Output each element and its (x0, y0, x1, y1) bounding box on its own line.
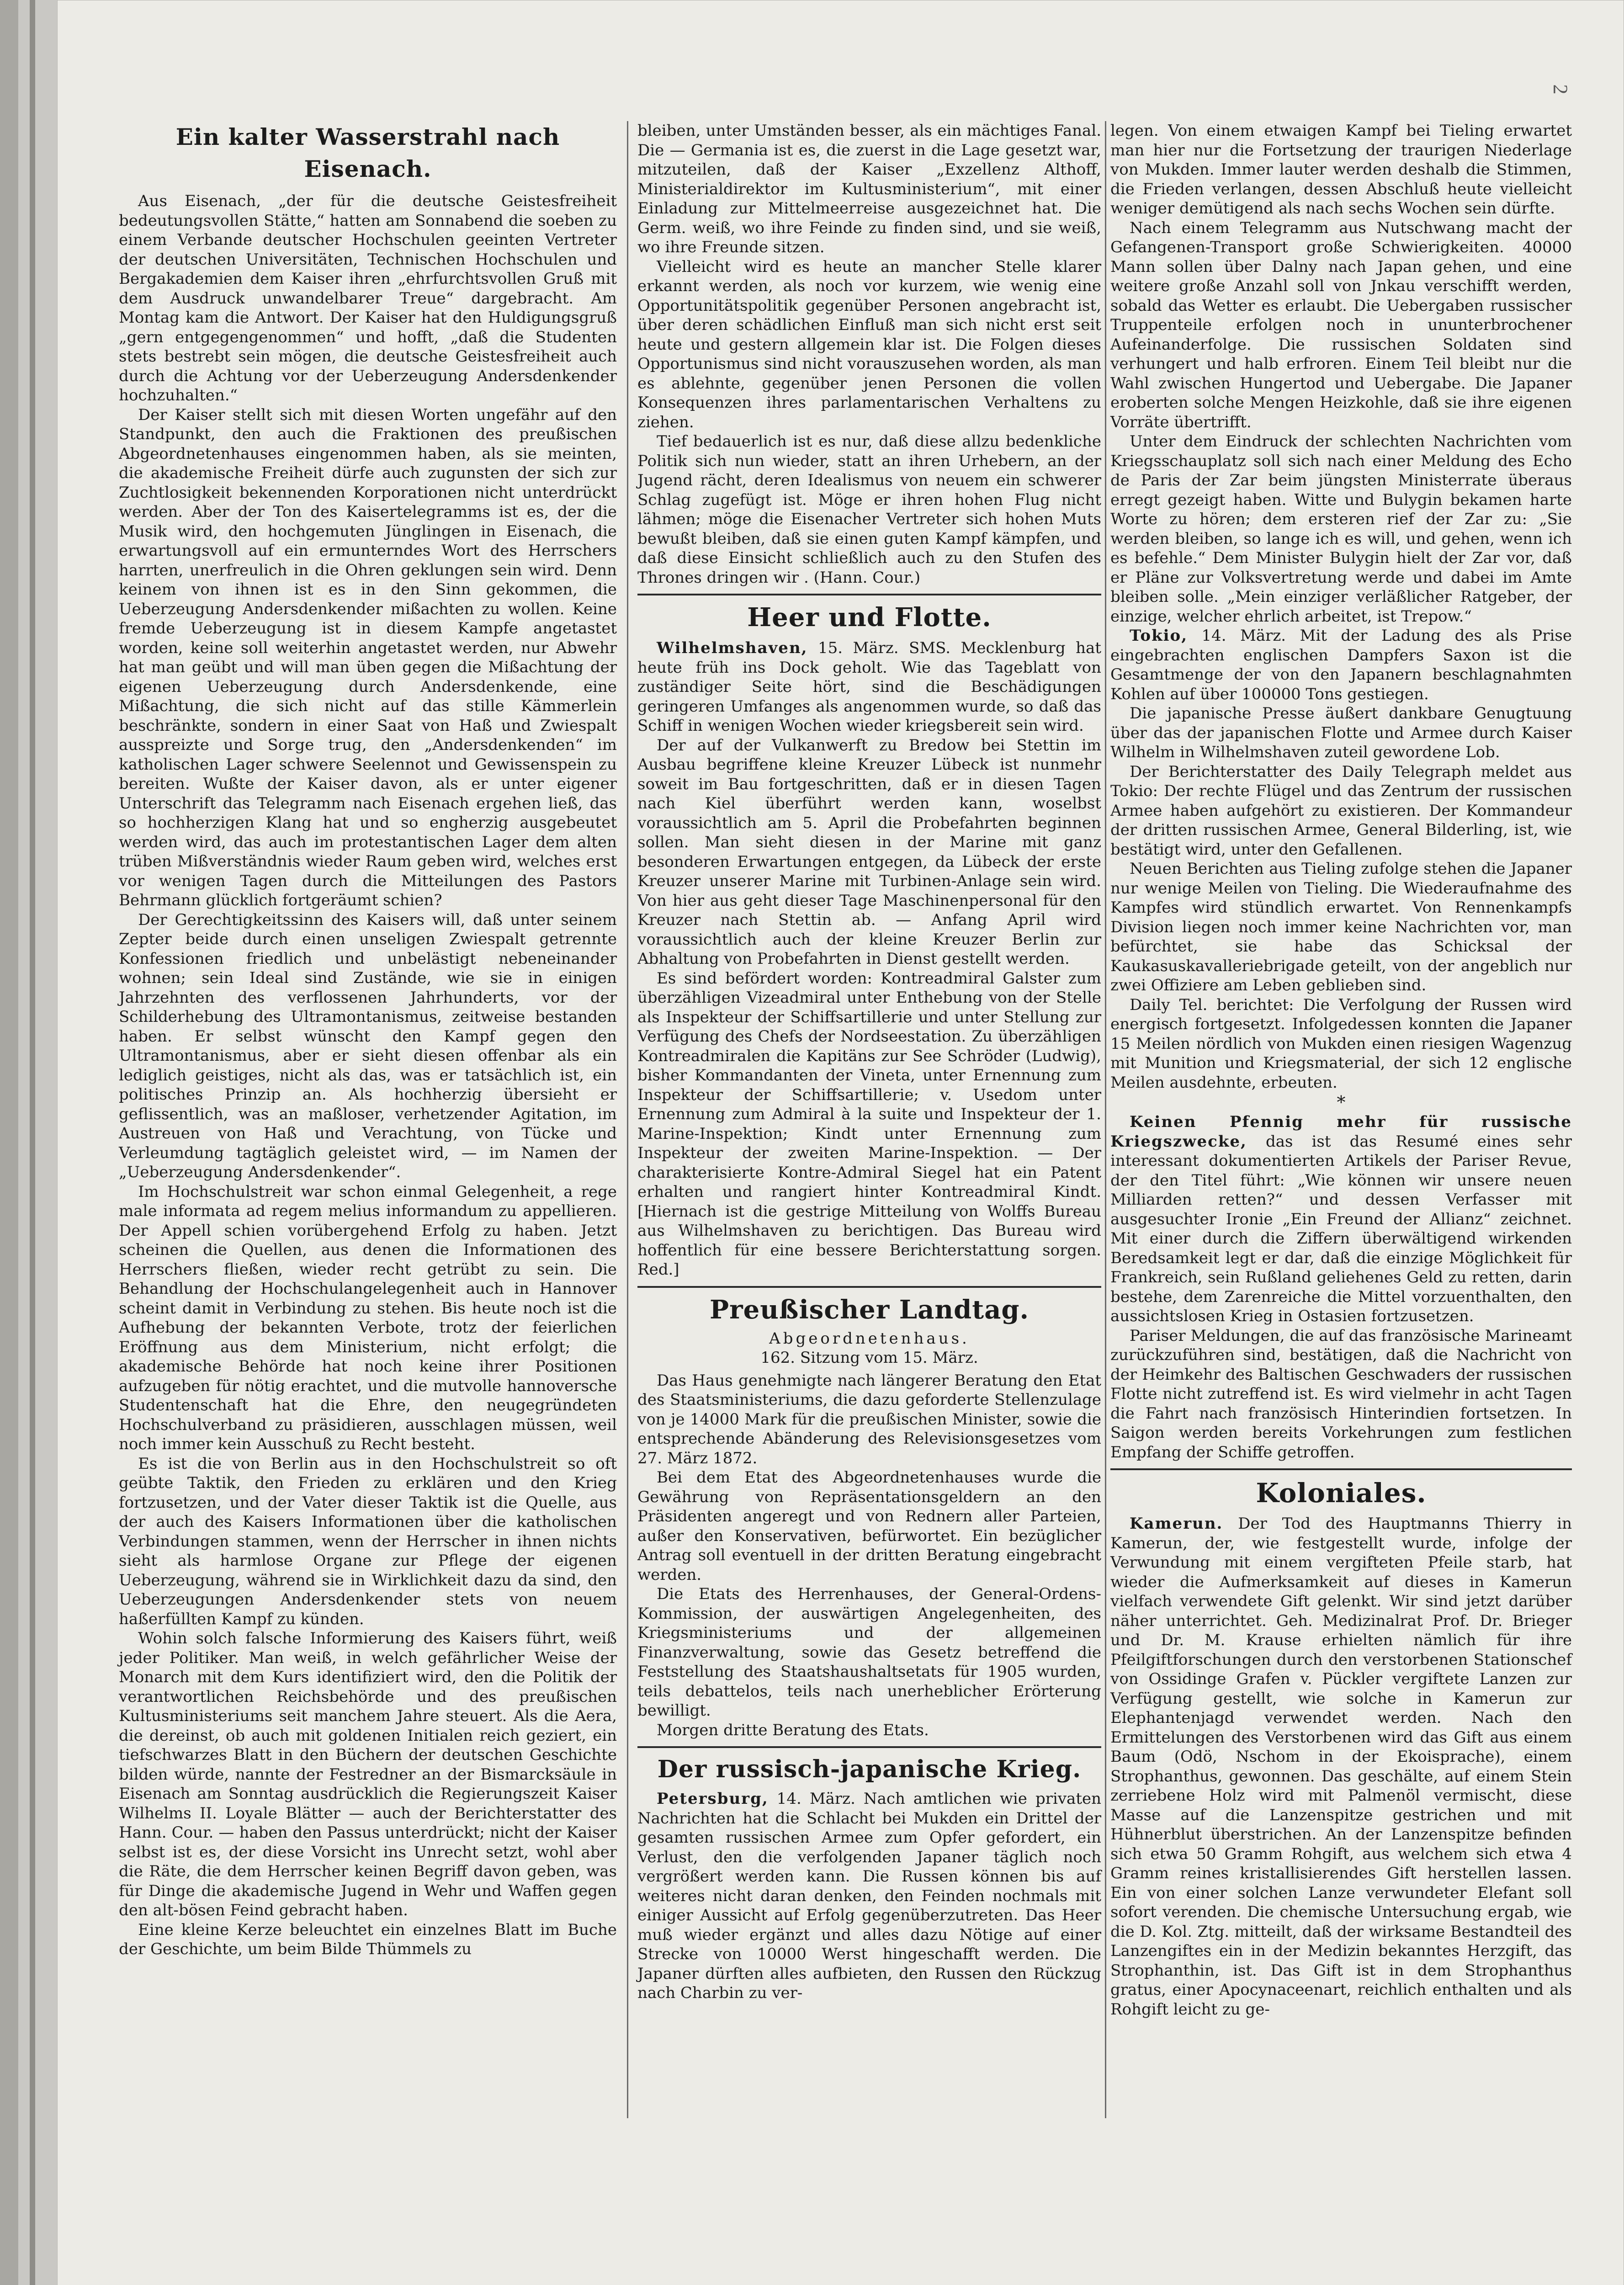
eisenach-paragraph-9: Vielleicht wird es heute an mancher Stelle klarer erkannt werden, als noch vor kurzem, wie wenig eine Opportunitätspolitik gegenüber Personen angebracht ist, über deren schädlichen Einfluß man sich nicht erst seit heute und gestern allgemein klar ist. Die Folgen dieses Opportunismus sind nicht vorauszusehen worden, als man es ablehnte, gegenüber jenen Personen die vollen Konsequenzen ihres parlamentarischen Verhaltens zu ziehen. (637, 257, 1101, 431)
column-rule-right (1105, 121, 1106, 2118)
krieg-paragraph-3: Nach einem Telegramm aus Nutschwang macht der Gefangenen-Transport große Schwierigkeiten. 40000 Mann sollen über Dalny nach Japan gehen, und eine weitere große Anzahl soll von Jnkau verschifft werden, sobald das Wetter es erlaubt. Die Uebergaben russischer Truppenteile erfolgen noch in ununterbrochener Aufeinanderfolge. Die russischen Soldaten sind verhungert und halb erfroren. Einem Teil bleibt nur die Wahl zwischen Hungertod und Uebergabe. Die Japaner eroberten solche Mengen Heizkohle, daß sie ihre eigenen Vorräte übertrifft. (1110, 218, 1572, 431)
krieg-paragraph-1 (637, 1789, 1101, 2003)
krieg-dateline-pfennig: Keinen Pfennig mehr für russische Kriegszwecke, (1110, 1113, 1572, 1151)
krieg-paragraph-7: Der Berichterstatter des Daily Telegraph meldet aus Tokio: Der rechte Flügel und das Zentrum der russischen Armee haben aufgehört zu existieren. Der Kommandeur der dritten russischen Armee, General Bilderling, ist, wie bestätigt wird, unter den Gefallenen. (1110, 762, 1572, 859)
krieg-paragraph-2: legen. Von einem etwaigen Kampf bei Tieling erwartet man hier nur die Fortsetzung der traurigen Niederlage von Mukden. Immer lauter werden deshalb die Stimmen, die Frieden verlangen, dessen Abschluß heute vielleicht weniger demütigend als nach sechs Wochen sein dürfte. (1110, 122, 1572, 218)
eisenach-paragraph-6: Wohin solch falsche Informierung des Kaisers führt, weiß jeder Politiker. Man weiß, in welch gefährlicher Weise der Monarch mit dem Kurs identifiziert wird, den die Politik der verantwortlichen Reichsbehörde und des preußischen Kultusministeriums seit manchem Jahre steuert. Als die Aera, die dereinst, ob auch mit goldenen Initialen reich geziert, ein tiefschwarzes Blatt in den Büchern der deutschen Geschichte bilden würde, nannte der Festredner an der Bismarcksäule in Eisenach am Sonntag ausdrücklich die Regierungszeit Kaiser Wilhelms II. Loyale Blätter — auch der Berichterstatter des Hann. Cour. — haben den Passus unterdrückt; nicht der Kaiser selbst ist es, der diese Vorsicht ins Unrecht setzt, wohl aber die Räte, die dem Herrscher keinen Begriff davon geben, was für Dinge die akademische Jugend in Wehr und Waffen gegen den alt-bösen Feind gebracht haben. (119, 1629, 617, 1919)
landtag-paragraph-1: Das Haus genehmigte nach längerer Beratung den Etat des Staatsministeriums, die dazu geforderte Stellenzulage von je 14000 Mark für die preußischen Minister, sowie die entsprechende Abänderung des Relevisionsgesetzes vom 27. März 1872. (637, 1371, 1101, 1467)
eisenach-paragraph-3: Der Gerechtigkeitssinn des Kaisers will, daß unter seinem Zepter beide durch einen unseligen Zwiespalt getrennte Konfessionen friedlich und unbelästigt nebeneinander wohnen; sein Ideal sind Zustände, wie sie in einigen Jahrzehnten des verflossenen Jahrhunderts, vor der Schilderhebung des Ultramontanismus, zeitweise bestanden haben. Er selbst wünscht den Kampf gegen den Ultramontanismus, aber er sieht diesen offenbar als ein lediglich geistiges, nicht als das, was er tatsächlich ist, ein politisches Prinzip an. Als hochherzig übersieht er geflissentlich, was an maßloser, verhetzender Agitation, im Austreuen von Haß und Verachtung, von Tücke und Verleumdung tagtäglich geleistet wird, — im Namen der „Ueberzeugung Andersdenkender“. (119, 910, 617, 1181)
eisenach-paragraph-2: Der Kaiser stellt sich mit diesen Worten ungefähr auf den Standpunkt, den auch die Fraktionen des preußischen Abgeordnetenhauses eingenommen haben, als sie meinten, die akademische Freiheit dürfe auch zugunsten der sich zur Zuchtlosigkeit bekennenden Korporationen nicht unterdrückt werden. Aber der Ton des Kaisertelegramms ist es, der die Musik wird, den hochgemuten Jünglingen in Eisenach, die erwartungsvoll auf ein ermunterndes Wort des Herrschers harrten, unerfreulich in die Ohren geklungen sein wird. Denn keinem von ihnen ist es in den Sinn gekommen, die Ueberzeugung Andersdenkender mißachten zu wollen. Keine fremde Ueberzeugung ist in diesem Kampfe angetastet worden, keine soll weiterhin angetastet werden, nur Abwehr hat man geübt und will man üben gegen die Mißachtung der eigenen Ueberzeugung durch Andersdenkende, eine Mißachtung, die sich nicht auf das stille Kämmerlein beschränkte, sondern in einer Saat von Haß und Zwiespalt ausspreizte und Sorge trug, den „Andersdenkenden“ im katholischen Lager schwere Seelennot und Gewissenspein zu bereiten. Wußte der Kaiser davon, als er unter eigener Unterschrift das Telegramm nach Eisenach ergehen ließ, das so hochherzigen Klang hat und so engherzig ausgebeutet werden wird, das auch im protestantischen Lager dem alten trüben Mißverständnis wieder Raum geben wird, welches erst vor wenigen Tagen durch die Mitteilungen des Pastors Behrmann glücklich fortgeräumt schien? (119, 405, 617, 909)
section-divider (637, 1746, 1101, 1748)
landtag-paragraph-2: Bei dem Etat des Abgeordnetenhauses wurde die Gewährung von Repräsentationsgeldern an den Präsidenten angeregt und von Rednern aller Parteien, außer den Konservativen, befürwortet. Ein bezüglicher Antrag soll eventuell in der dritten Beratung eingebracht werden. (637, 1468, 1101, 1584)
headline-preussischer-landtag: Preußischer Landtag. (709, 1294, 1030, 1325)
krieg-paragraph-5-text: 14. März. Mit der Ladung des als Prise eingebrachten englischen Dampfers Saxon ist die Gesamtmenge der von den Japanern beschlagnahmten Kohlen auf über 100000 Tons gestiegen. (1110, 627, 1572, 703)
eisenach-paragraph-8: bleiben, unter Umständen besser, als ein mächtiges Fanal. Die — Germania ist es, die zuerst in die Lage gesetzt war, mitzuteilen, daß der Kaiser „Exzellenz Althoff, Ministerialdirektor im Kultusministerium“, mit einer Einladung zur Mittelmeerreise ausgezeichnet hat. Die Germ. weiß, wo ihre Feinde zu finden sind, und sie weiß, wo ihre Freunde sitzen. (637, 122, 1101, 256)
heer-paragraph-1-text: 15. März. SMS. Mecklenburg hat heute früh ins Dock geholt. Wie das Tageblatt von zuständiger Seite hört, sind die Beschädigungen geringeren Umfanges als angenommen wurde, so daß das Schiff in wenigen Wochen wieder kriegsbereit sein wird. (637, 639, 1101, 735)
page-stack-edge-line (30, 0, 35, 2285)
headline-heer-und-flotte: Heer und Flotte. (747, 602, 992, 632)
krieg-paragraph-9: Daily Tel. berichtet: Die Verfolgung der Russen wird energisch fortgesetzt. Infolgedessen konnten die Japaner 15 Meilen nördlich von Mukden einen riesigen Wagenzug mit Munition und Kriegsmaterial, der sich 12 englische Meilen ausdehnte, erbeuten. (1110, 995, 1572, 1092)
koloniales-paragraph-1-text: Der Tod des Hauptmanns Thierry in Kamerun, der, wie festgestellt wurde, infolge der Verwundung mit einem vergifteten Pfeile starb, hat wieder die Aufmerksamkeit auf dieses in Kamerun vielfach verwendete Gift gelenkt. Wir sind jetzt darüber näher unterrichtet. Geh. Medizinalrat Prof. Dr. Brieger und Dr. M. Krause erhielten nämlich für ihre Pfeilgiftforschungen durch den verstorbenen Stationschef von Ossidinge Grafen v. Pückler vergiftete Lanzen zur Verfügung gestellt, wie solche in Kamerun zur Elephantenjagd verwendet werden. Nach den Ermittelungen des Verstorbenen wird das Gift aus einem Baum (Odö, Nschom in der Ekoisprache), einem Strophanthus, gewonnen. Das geschälte, auf einem Stein zerriebene Holz wird mit Palmenöl vermischt, diese Masse auf die Lanzenspitze gestrichen und mit Hühnerblut überstrichen. An der Lanzenspitze befinden sich etwa 50 Gramm Rohgift, aus welchem sich etwa 4 Gramm reines kristallisierendes Gift herstellen lassen. Ein von einer solchen Lanze verwundeter Elefant soll sofort verenden. Die chemische Untersuchung ergab, wie die D. Kol. Ztg. mitteilt, daß der wirksame Bestandteil des Lanzengiftes ein in der Medizin bekanntes Herzgift, das Strophanthin, ist. Das Gift ist in dem Strophanthus gratus, einer Apocynaceenart, reichlich enthalten und als Rohgift leicht zu ge- (1110, 1514, 1572, 2019)
krieg-dateline-tokio: Tokio, (1130, 627, 1188, 645)
krieg-paragraph-10 (1110, 1112, 1572, 1326)
section-star: * (1337, 1092, 1346, 1112)
eisenach-paragraph-7: Eine kleine Kerze beleuchtet ein einzelnes Blatt im Buche der Geschichte, um beim Bilde Thümmels zu (119, 1920, 617, 1958)
landtag-paragraph-3: Die Etats des Herrenhauses, der General-Ordens-Kommission, der auswärtigen Angelegenheiten, des Kriegsministeriums und der allgemeinen Finanzverwaltung, sowie das Gesetz betreffend die Feststellung des Staatshaushaltsetats für 1905 wurden, teils debattelos, teils nach unerheblicher Erörterung bewilligt. (637, 1585, 1101, 1720)
krieg-paragraph-10-text: das ist das Resumé eines sehr interessant dokumentierten Artikels der Pariser Revue, der den Titel führt: „Wie können wir unsere neuen Milliarden retten?“ und dessen Verfasser mit ausgesuchter Ironie „Ein Freund der Allianz“ zeichnet. Mit einer durch die Ziffern überwältigend wirkenden Beredsamkeit legt er dar, daß die einzige Möglichkeit für Frankreich, sein Rußland geliehenes Geld zu retten, darin bestehe, dem Zarenreiche die Mittel vorzuenthalten, den aussichtslosen Krieg in Ostasien fortzusetzen. (1110, 1132, 1572, 1325)
heer-paragraph-3: Es sind befördert worden: Kontreadmiral Galster zum überzähligen Vizeadmiral unter Enthebung von der Stelle als Inspekteur der Schiffsartillerie und unter Stellung zur Verfügung des Chefs der Nordseestation. Zu überzähligen Kontreadmiralen die Kapitäns zur See Schröder (Ludwig), bisher Kommandanten der Vineta, unter Ernennung zum Inspekteur der Schiffsartillerie; v. Usedom unter Ernennung zum Admiral à la suite und Inspekteur der 1. Marine-Inspektion; Kindt unter Ernennung zum Inspekteur der zweiten Marine-Inspektion. — Der charakterisierte Kontre-Admiral Siegel hat ein Patent erhalten und rangiert hinter Kontreadmiral Kindt. [Hiernach ist die gestrige Mitteilung von Wolffs Bureau aus Wilhelmshaven zu berichtigen. Das Bureau wird hoffentlich für eine bessere Berichterstattung sorgen. Red.] (637, 969, 1101, 1279)
column-2 (637, 121, 1101, 2003)
krieg-paragraph-11: Pariser Meldungen, die auf das französische Marineamt zurückzuführen sind, bestätigen, daß die Nachricht von der Heimkehr des Baltischen Geschwaders der russischen Flotte nicht zutreffend ist. Es wird vielmehr in acht Tagen die Fahrt nach französisch Hinterindien fortsetzen. In Saigon werden bereits Vorkehrungen zum festlichen Empfang der Schiffe getroffen. (1110, 1326, 1572, 1461)
krieg-dateline-petersburg: Petersburg, (657, 1790, 769, 1808)
eisenach-paragraph-4: Im Hochschulstreit war schon einmal Gelegenheit, a rege male informata ad regem melius informandum zu appellieren. Der Appell schien vorübergehend Erfolg zu haben. Jetzt scheinen die Quellen, aus denen die Informationen des Herrschers fließen, wieder recht getrübt zu sein. Die Behandlung der Hochschulangelegenheit auch in Hannover scheint damit in Verbindung zu stehen. Bis heute noch ist die Aufhebung der bekannten Verbote, trotz der feierlichen Eröffnung aus dem Ministerium, nicht erfolgt; die akademische Behörde hat noch keine ihrer Positionen aufzugeben für nötig erachtet, und die mutvolle hannoversche Studentenschaft hat die Ehre, den neugegründeten Hochschulverband zu präsidieren, ausschlagen müssen, weil noch immer kein Ausschuß zu Recht besteht. (119, 1182, 617, 1453)
krieg-paragraph-8: Neuen Berichten aus Tieling zufolge stehen die Japaner nur wenige Meilen von Tieling. Die Wiederaufnahme des Kampfes wird stündlich erwartet. Von Rennenkampfs Division liegen noch immer keine Nachrichten vor, man befürchtet, sie habe das Schicksal der Kaukasuskavalleriebrigade geteilt, von der angeblich nur zwei Offiziere am Leben geblieben sind. (1110, 860, 1572, 994)
page-number: 2 (1549, 84, 1572, 95)
headline-russisch-japanischer-krieg: Der russisch-japanische Krieg. (657, 1755, 1082, 1783)
krieg-paragraph-6: Die japanische Presse äußert dankbare Genugtuung über das der japanischen Flotte und Armee durch Kaiser Wilhelm in Wilhelmshaven zuteil gewordene Lob. (1110, 704, 1572, 761)
krieg-paragraph-4: Unter dem Eindruck der schlechten Nachrichten vom Kriegsschauplatz soll sich nach einer Meldung des Echo de Paris der Zar beim jüngsten Ministerrate überaus erregt gezeigt haben. Witte und Bulygin bekamen harte Worte zu hören; dem ersteren rief der Zar zu: „Sie werden bleiben, so lange ich es will, und gehen, wenn ich es befehle.“ Dem Minister Bulygin hielt der Zar vor, daß er Pläne zur Volksvertretung werde und dabei im Amte bleiben solle. „Mein einziger verläßlicher Ratgeber, der einzige, welcher ehrlich arbeitet, ist Trepow.“ (1110, 432, 1572, 626)
column-3 (1110, 121, 1572, 2019)
section-divider (637, 594, 1101, 595)
section-divider (1110, 1468, 1572, 1470)
page-stack-edge (0, 0, 18, 2285)
column-rule-left (627, 121, 628, 2118)
column-1 (119, 121, 617, 1959)
heer-paragraph-2: Der auf der Vulkanwerft zu Bredow bei Stettin im Ausbau begriffene kleine Kreuzer Lübeck ist nunmehr soweit im Bau fortgeschritten, daß er in diesen Tagen nach Kiel überführt werden kann, woselbst voraussichtlich am 5. April die Probefahrten beginnen sollen. Man sieht diesen in der Marine mit ganz besonderen Erwartungen entgegen, da Lübeck der erste Kreuzer unserer Marine mit Turbinen-Anlage sein wird. Von hier aus geht dieser Tage Maschinenpersonal für den Kreuzer nach Stettin ab. — Anfang April wird voraussichtlich auch der kleine Kreuzer Berlin zur Abhaltung von Probefahrten in Dienst gestellt werden. (637, 736, 1101, 968)
headline-eisenach: Ein kalter Wasserstrahl nach Eisenach. (175, 123, 560, 182)
eisenach-paragraph-1: Aus Eisenach, „der für die deutsche Geistesfreiheit bedeutungsvollen Stätte,“ hatten am Sonnabend die soeben zu einem Verbande deutscher Hochschulen geeinten Vertreter der deutschen Universitäten, Technischen Hochschulen und Bergakademien dem Kaiser ihren „ehrfurchtsvollen Gruß mit dem Ausdruck unwandelbarer Treue“ dargebracht. Am Montag kam die Antwort. Der Kaiser hat den Huldigungsgruß „gern entgegengenommen“ und hofft, „daß die Studenten stets bestrebt sein mögen, die deutsche Geistesfreiheit auch durch die Achtung vor der Ueberzeugung Andersdenkender hochzuhalten.“ (119, 192, 617, 404)
landtag-subhead: Abgeordnetenhaus. (769, 1329, 970, 1348)
landtag-session: 162. Sitzung vom 15. März. (760, 1348, 978, 1367)
eisenach-paragraph-10: Tief bedauerlich ist es nur, daß diese allzu bedenkliche Politik sich nun wieder, statt an ihren Urhebern, an der Jugend rächt, deren Idealismus von neuem ein schwerer Schlag zugefügt ist. Möge er ihren hohen Flug nicht lähmen; möge die Eisenacher Vertreter sich hohen Muts bewußt bleiben, daß sie einen guten Kampf kämpfen, und daß diese Einsicht schließlich auch zu den Stufen des Thrones dringen wir . (Hann. Cour.) (637, 432, 1101, 587)
krieg-paragraph-1-text: 14. März. Nach amtlichen wie privaten Nachrichten hat die Schlacht bei Mukden ein Drittel der gesamten russischen Armee zum Opfer gefordert, ein Verlust, den die verfolgenden Japaner täglich noch vergrößert werden kann. Die Russen können bis auf weiteres nicht daran denken, den Feinden nochmals mit einiger Aussicht auf Erfolg gegenüberzutreten. Das Heer muß wieder ergänzt und alles dazu Nötige auf einer Strecke von 10000 Werst hingeschafft werden. Die Japaner dürften alles aufbieten, den Russen den Rückzug nach Charbin zu ver- (637, 1790, 1101, 2002)
eisenach-paragraph-5: Es ist die von Berlin aus in den Hochschulstreit so oft geübte Taktik, den Frieden zu erklären und den Krieg fortzusetzen, und der Vater dieser Taktik ist die Quelle, aus der auch des Kaisers Informationen über die katholischen Verbindungen stammen, wenn der Herrscher in ihnen nichts sieht als harmlose Organe zur Pflege der eigenen Ueberzeugung, während sie in Wirklichkeit dazu da sind, den Ueberzeugungen Andersdenkender stets von neuem haßerfüllten Kampf zu künden. (119, 1454, 617, 1628)
section-divider (637, 1286, 1101, 1288)
heer-dateline: Wilhelmshaven, (657, 639, 808, 657)
landtag-paragraph-4: Morgen dritte Beratung des Etats. (657, 1721, 929, 1739)
headline-koloniales: Koloniales. (1256, 1477, 1427, 1509)
krieg-paragraph-5 (1110, 626, 1572, 704)
koloniales-paragraph-1 (1110, 1514, 1572, 2019)
heer-paragraph-1 (637, 638, 1101, 736)
koloniales-dateline-kamerun: Kamerun. (1130, 1514, 1223, 1533)
